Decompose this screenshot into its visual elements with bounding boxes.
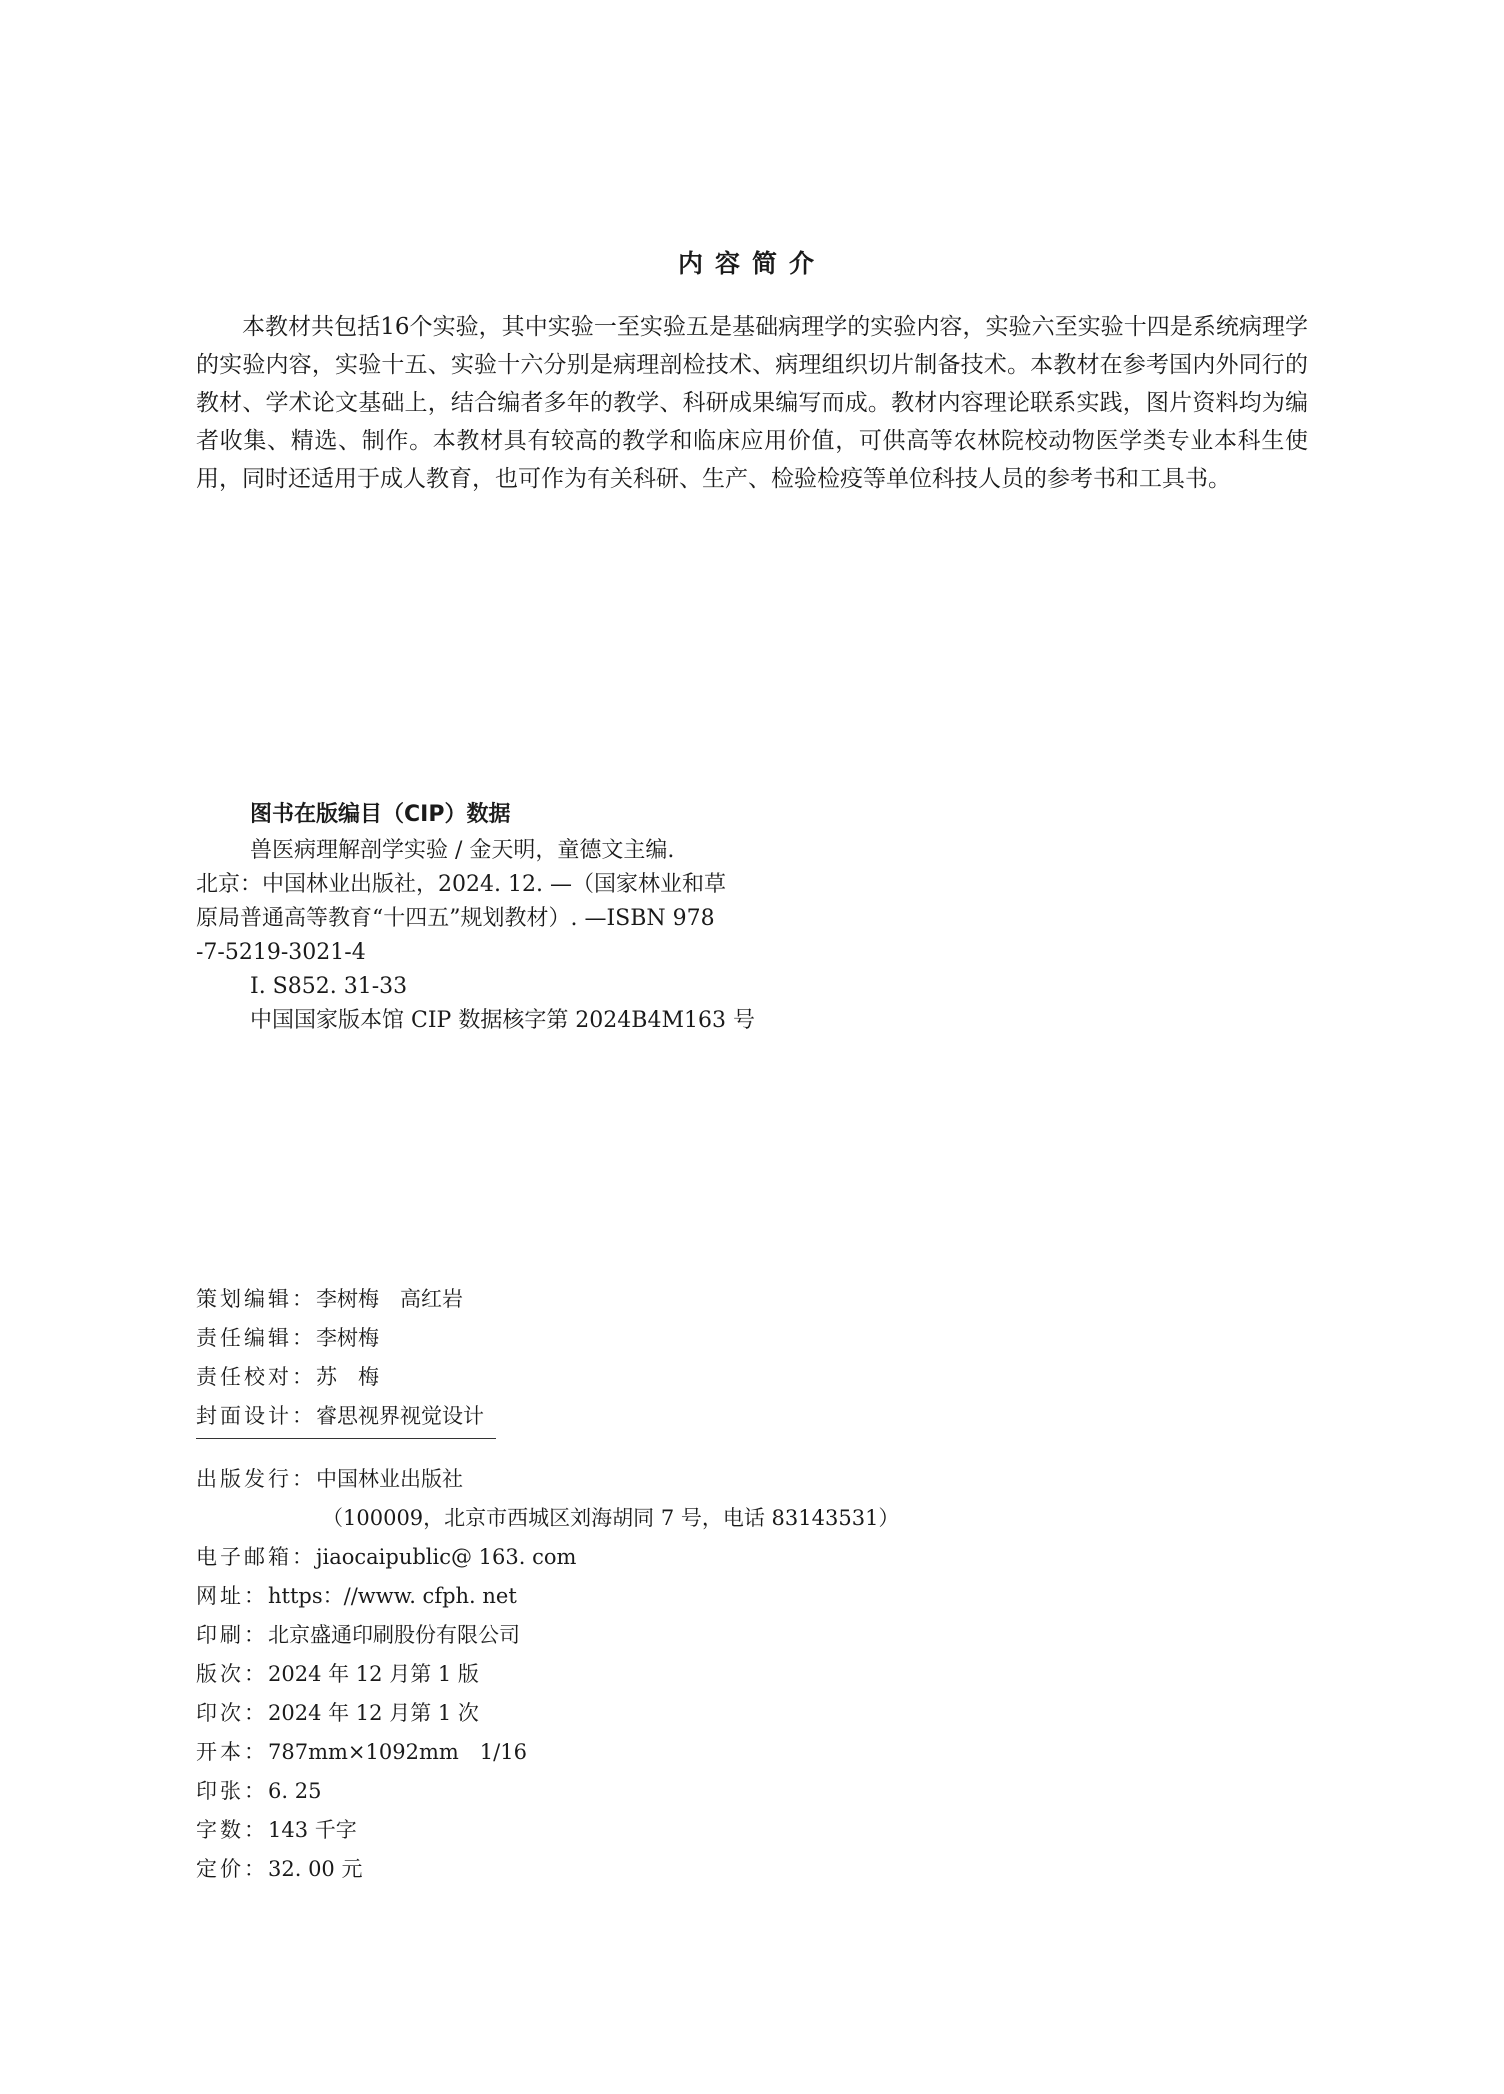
pub-value: 2024 年 12 月第 1 次 xyxy=(268,1701,479,1725)
pub-value: https：//www. cfph. net xyxy=(268,1584,517,1608)
pub-row-price xyxy=(196,1850,899,1889)
cip-line-classification: Ⅰ. S852. 31-33 xyxy=(250,974,408,999)
pub-label: 开本： xyxy=(196,1740,268,1764)
intro-paragraph: 本教材共包括16个实验，其中实验一至实验五是基础病理学的实验内容，实验六至实验十四是系统病理学的实验内容，实验十五、实验十六分别是病理剖检技术、病理组织切片制备技术。本教材在参考国内外同行的教材、学术论文基础上，结合编者多年的教学、科研成果编写而成。教材内容理论联系实践，图片资料均为编者收集、精选、制作。本教材具有较高的教学和临床应用价值，可供高等农林院校动物医学类专业本科生使用，同时还适用于成人教育，也可作为有关科研、生产、检验检疫等单位科技人员的参考书和工具书。 xyxy=(196,314,1308,492)
pub-value: jiaocaipublic@ 163. com xyxy=(316,1545,577,1569)
pub-row-printer xyxy=(196,1616,899,1655)
pub-row-edition xyxy=(196,1655,899,1694)
pub-value: 143 千字 xyxy=(268,1818,357,1842)
cip-heading: 图书在版编目（CIP）数据 xyxy=(250,802,511,827)
pub-label: 电子邮箱： xyxy=(196,1545,316,1569)
credit-row-responsible-editor xyxy=(196,1319,484,1358)
credit-value: 李树梅 xyxy=(316,1326,379,1350)
pub-row-address: （100009，北京市西城区刘海胡同 7 号，电话 83143531） xyxy=(322,1506,900,1530)
pub-label: 印刷： xyxy=(196,1623,268,1647)
credit-row-proofreader xyxy=(196,1358,484,1397)
pub-row-sheets xyxy=(196,1772,899,1811)
pub-label: 网址： xyxy=(196,1584,268,1608)
pub-label: 字数： xyxy=(196,1818,268,1842)
pub-value: 32. 00 元 xyxy=(268,1857,363,1881)
credit-row-planning-editor xyxy=(196,1280,484,1319)
pub-row-format xyxy=(196,1733,899,1772)
pub-row-impression xyxy=(196,1694,899,1733)
pub-value: 787mm×1092mm 1/16 xyxy=(268,1740,527,1764)
cip-block xyxy=(196,798,810,1038)
pub-value: 北京盛通印刷股份有限公司 xyxy=(268,1623,520,1647)
cip-line-isbn: -7-5219-3021-4 xyxy=(196,940,366,965)
credit-value: 李树梅 高红岩 xyxy=(316,1287,463,1311)
divider-rule xyxy=(196,1438,496,1439)
credit-value: 睿思视界视觉设计 xyxy=(316,1404,484,1428)
pub-row-email xyxy=(196,1538,899,1577)
credit-label: 责任编辑： xyxy=(196,1326,316,1350)
pub-label: 版次： xyxy=(196,1662,268,1686)
cip-line-record-number: 中国国家版本馆 CIP 数据核字第 2024B4M163 号 xyxy=(250,1008,755,1033)
pub-label: 印次： xyxy=(196,1701,268,1725)
pub-value: 中国林业出版社 xyxy=(316,1467,463,1491)
cip-line-publisher: 北京：中国林业出版社，2024. 12. —（国家林业和草 xyxy=(196,872,726,897)
cip-line-series: 原局普通高等教育“十四五”规划教材）. —ISBN 978 xyxy=(196,906,715,931)
pub-label: 印张： xyxy=(196,1779,268,1803)
credit-row-cover-design xyxy=(196,1397,484,1436)
pub-value: 2024 年 12 月第 1 版 xyxy=(268,1662,479,1686)
cip-line-title: 兽医病理解剖学实验 / 金天明，童德文主编. xyxy=(250,838,675,863)
credit-label: 策划编辑： xyxy=(196,1287,316,1311)
pub-label: 出版发行： xyxy=(196,1467,316,1491)
pub-row-website xyxy=(196,1577,899,1616)
credit-value: 苏 梅 xyxy=(316,1365,379,1389)
credit-label: 封面设计： xyxy=(196,1404,316,1428)
section-title: 内容简介 xyxy=(677,249,826,278)
publication-info xyxy=(196,1460,899,1889)
credit-label: 责任校对： xyxy=(196,1365,316,1389)
pub-row-publisher xyxy=(196,1460,899,1499)
pub-row-word-count xyxy=(196,1811,899,1850)
credits-block xyxy=(196,1280,484,1436)
pub-value: 6. 25 xyxy=(268,1779,322,1803)
pub-label: 定价： xyxy=(196,1857,268,1881)
